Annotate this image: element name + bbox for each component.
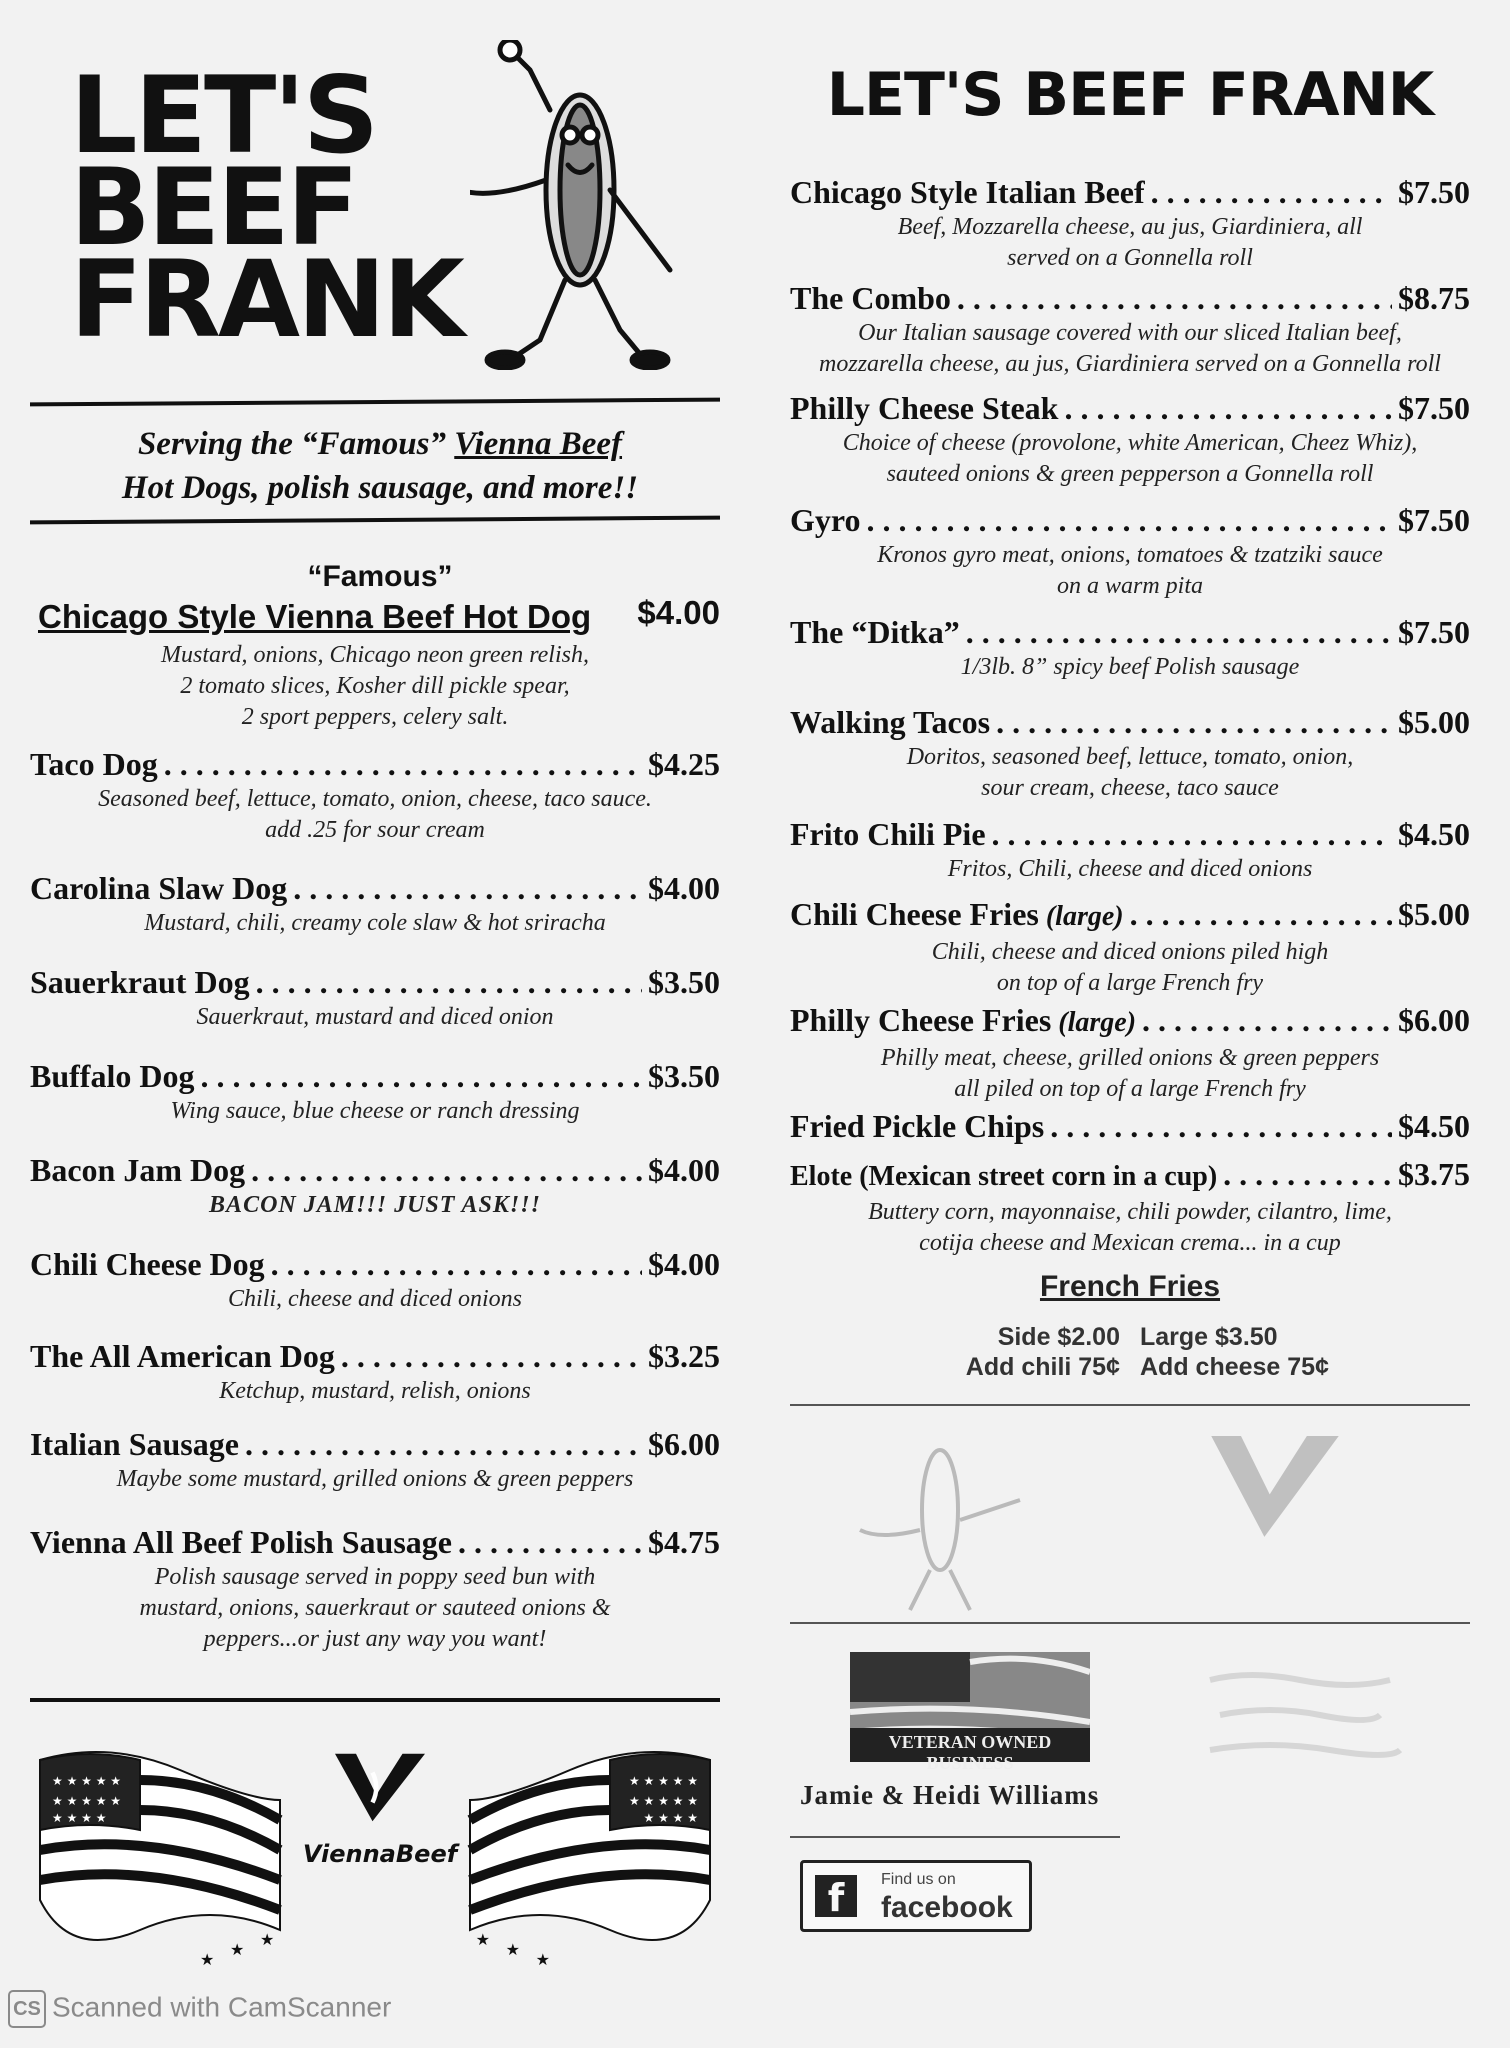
right-title: LET'S BEEF FRANK: [826, 60, 1434, 130]
item-description: BACON JAM!!! JUST ASK!!!: [209, 1192, 541, 1218]
item-name: Philly Cheese Steak: [790, 390, 1059, 426]
item-name: Walking Tacos: [790, 704, 991, 740]
fries-add-cheese: Add cheese 75¢: [1140, 1353, 1329, 1381]
svg-text:★ ★ ★ ★ ★: ★ ★ ★ ★ ★: [52, 1794, 122, 1808]
leader-dots: [200, 1056, 642, 1096]
leader-dots: [867, 500, 1392, 540]
item-name: Buffalo Dog: [30, 1058, 195, 1094]
svg-text:★ ★ ★ ★ ★: ★ ★ ★ ★ ★: [628, 1794, 698, 1808]
menu-item: [30, 962, 720, 1033]
menu-item: [30, 1056, 720, 1127]
tagline-brand: Vienna Beef: [454, 426, 623, 462]
faded-mascot-icon: [850, 1420, 1050, 1620]
item-price: $6.00: [1398, 1002, 1470, 1038]
fries-add-chili: Add chili 75¢: [965, 1353, 1120, 1381]
leader-dots: [271, 1244, 642, 1284]
vienna-beef-logo: [300, 1740, 460, 1880]
camscanner-text: Scanned with CamScanner: [52, 1991, 392, 2023]
item-size: (large): [1038, 901, 1124, 932]
item-name: The Combo: [790, 280, 951, 316]
leader-dots: [1064, 388, 1392, 428]
divider: [790, 1836, 1120, 1838]
leader-dots: [458, 1522, 642, 1562]
item-description: 2 sport peppers, celery salt.: [241, 704, 509, 730]
svg-text:★: ★: [475, 1930, 490, 1949]
item-description: Mustard, chili, creamy cole slaw & hot sriracha: [144, 910, 606, 936]
item-description: all piled on top of a large French fry: [954, 1076, 1306, 1102]
item-name: Frito Chili Pie: [790, 816, 986, 852]
menu-item: [30, 1150, 720, 1221]
item-description: Our Italian sausage covered with our sliced Italian beef,: [858, 320, 1402, 346]
logo-line: FRANK: [70, 238, 462, 361]
item-name: Chicago Style Italian Beef: [790, 174, 1145, 210]
item-description: Beef, Mozzarella cheese, au jus, Giardiniera, all: [897, 214, 1363, 240]
svg-text:★ ★ ★ ★: ★ ★ ★ ★: [52, 1811, 107, 1825]
item-description: cotija cheese and Mexican crema... in a cup: [919, 1230, 1341, 1256]
svg-text:★ ★ ★ ★ ★: ★ ★ ★ ★ ★: [628, 1774, 698, 1788]
item-name: The All American Dog: [30, 1338, 335, 1374]
item-description: Chili, cheese and diced onions piled high: [931, 939, 1329, 965]
facebook-find-text: Find us on: [881, 1871, 956, 1888]
faded-stamp-text: [1190, 1660, 1410, 1770]
item-description: add .25 for sour cream: [265, 817, 485, 843]
leader-dots: [1130, 894, 1392, 934]
item-name: Gyro: [790, 502, 861, 538]
menu-item: [30, 1522, 720, 1655]
item-price: $4.50: [1398, 1108, 1470, 1144]
item-description: Polish sausage served in poppy seed bun with: [154, 1564, 596, 1590]
hotdog-mascot-icon: [470, 40, 690, 370]
item-description: 1/3lb. 8” spicy beef Polish sausage: [960, 654, 1300, 680]
item-description: Mustard, onions, Chicago neon green relish,: [161, 642, 589, 668]
item-price: $7.50: [1398, 390, 1470, 426]
american-flag-icon: [460, 1740, 720, 1970]
item-description: Philly meat, cheese, grilled onions & green peppers: [880, 1045, 1380, 1071]
item-price: $5.00: [1398, 704, 1470, 740]
owners-name: Jamie & Heidi Williams: [800, 1780, 1100, 1810]
menu-item: [790, 278, 1470, 380]
menu-item: [790, 612, 1470, 683]
item-price: $3.75: [1398, 1156, 1470, 1192]
menu-item: [790, 500, 1470, 602]
divider: [790, 1404, 1470, 1406]
tagline-text: Serving the “Famous”: [137, 426, 455, 462]
item-price: $4.00: [648, 1152, 720, 1188]
vienna-beef-text: ViennaBeef: [302, 1840, 458, 1868]
svg-text:★: ★: [200, 1950, 215, 1969]
item-name: Carolina Slaw Dog: [30, 870, 288, 906]
item-description: on a warm pita: [1056, 573, 1203, 599]
facebook-brand-text: facebook: [881, 1891, 1013, 1924]
item-description: mustard, onions, sauerkraut or sauteed onions &: [139, 1595, 611, 1621]
leader-dots: [1223, 1154, 1392, 1194]
menu-item: [30, 1424, 720, 1495]
item-name: The “Ditka”: [790, 614, 960, 650]
faded-stamp-icon: [1190, 1660, 1410, 1770]
facebook-link[interactable]: [800, 1860, 1032, 1932]
item-price: $4.00: [648, 870, 720, 906]
menu-item: [790, 172, 1470, 274]
menu-item: [30, 868, 720, 939]
item-description: Wing sauce, blue cheese or ranch dressing: [170, 1098, 580, 1124]
leader-dots: [341, 1336, 642, 1376]
item-description: Sauerkraut, mustard and diced onion: [196, 1004, 554, 1030]
item-name: Chili Cheese Fries: [790, 896, 1039, 932]
logo-line: BEEF: [70, 146, 357, 269]
item-size: (large): [1051, 1007, 1137, 1038]
leader-dots: [245, 1424, 642, 1464]
item-description: peppers...or just any way you want!: [203, 1626, 547, 1652]
leader-dots: [996, 702, 1392, 742]
item-description: Seasoned beef, lettuce, tomato, onion, cheese, taco sauce.: [98, 786, 652, 812]
svg-text:★ ★ ★ ★: ★ ★ ★ ★: [643, 1811, 698, 1825]
faded-vienna-v-icon: [1190, 1430, 1360, 1580]
item-name: Elote (Mexican street corn in a cup): [790, 1161, 1218, 1192]
item-description: Maybe some mustard, grilled onions & green peppers: [116, 1466, 634, 1492]
divider: [30, 1698, 720, 1702]
item-name: Fried Pickle Chips: [790, 1108, 1045, 1144]
item-name: Vienna All Beef Polish Sausage: [30, 1524, 452, 1560]
fries-left: [920, 1322, 1120, 1382]
featured-item-name: Chicago Style Vienna Beef Hot Dog: [38, 598, 592, 635]
divider: [30, 516, 720, 525]
facebook-icon: f: [815, 1875, 857, 1917]
item-name: Bacon Jam Dog: [30, 1152, 246, 1188]
item-price: $7.50: [1398, 174, 1470, 210]
leader-dots: [164, 744, 642, 784]
item-price: $4.25: [648, 746, 720, 782]
divider: [30, 398, 720, 407]
item-description: sauteed onions & green pepperson a Gonnella roll: [886, 461, 1374, 487]
item-name: Sauerkraut Dog: [30, 964, 250, 1000]
featured-item-description: [30, 640, 720, 733]
item-description: Kronos gyro meat, onions, tomatoes & tzatziki sauce: [877, 542, 1383, 568]
item-price: $4.75: [648, 1524, 720, 1560]
item-price: $7.50: [1398, 614, 1470, 650]
menu-item: [30, 1336, 720, 1407]
item-description: 2 tomato slices, Kosher dill pickle spear,: [180, 673, 570, 699]
fries-right: [1140, 1322, 1360, 1382]
tagline-text: Hot Dogs, polish sausage, and more!!: [121, 470, 639, 506]
fries-side-price: Side $2.00: [997, 1323, 1120, 1351]
french-fries-title: French Fries: [1039, 1270, 1221, 1303]
item-name: Philly Cheese Fries: [790, 1002, 1052, 1038]
menu-item: [790, 814, 1470, 885]
item-price: $8.75: [1398, 280, 1470, 316]
item-description: Choice of cheese (provolone, white American, Cheez Whiz),: [842, 430, 1418, 456]
veteran-owned-badge: [850, 1642, 1090, 1773]
vienna-v-icon: [320, 1740, 440, 1835]
item-name: Italian Sausage: [30, 1426, 239, 1462]
item-description: mozzarella cheese, au jus, Giardiniera served on a Gonnella roll: [819, 351, 1441, 377]
item-name: Taco Dog: [30, 746, 158, 782]
tagline: [30, 422, 730, 510]
leader-dots: [293, 868, 642, 908]
leader-dots: [1142, 1000, 1392, 1040]
leader-dots: [1050, 1106, 1392, 1146]
svg-text:★: ★: [535, 1950, 550, 1969]
leader-dots: [256, 962, 642, 1002]
menu-item: [790, 894, 1470, 999]
leader-dots: [957, 278, 1392, 318]
famous-label: “Famous”: [307, 560, 453, 593]
item-price: $6.00: [648, 1426, 720, 1462]
item-name: Chili Cheese Dog: [30, 1246, 265, 1282]
item-description: Buttery corn, mayonnaise, chili powder, cilantro, lime,: [868, 1199, 1392, 1225]
item-description: served on a Gonnella roll: [1007, 245, 1253, 271]
menu-item: [790, 1000, 1470, 1105]
leader-dots: [992, 814, 1392, 854]
item-price: $4.50: [1398, 816, 1470, 852]
item-price: $7.50: [1398, 502, 1470, 538]
logo-title: [70, 54, 462, 361]
menu-item: [790, 1106, 1470, 1146]
menu-item: [790, 702, 1470, 804]
logo-line: LET'S: [70, 54, 377, 177]
item-description: sour cream, cheese, taco sauce: [981, 775, 1279, 801]
item-price: $4.00: [648, 1246, 720, 1282]
item-price: $3.25: [648, 1338, 720, 1374]
menu-item: [30, 1244, 720, 1315]
camscanner-icon: CS: [8, 1990, 46, 2028]
item-price: $3.50: [648, 1058, 720, 1094]
camscanner-watermark: [8, 1990, 391, 2028]
svg-text:★: ★: [260, 1930, 275, 1949]
leader-dots: [1151, 172, 1392, 212]
american-flag-icon: [30, 1740, 290, 1970]
featured-item-price: $4.00: [637, 594, 720, 631]
svg-text:★: ★: [505, 1940, 520, 1959]
item-price: $3.50: [648, 964, 720, 1000]
fries-large-price: Large $3.50: [1140, 1323, 1278, 1351]
menu-item: [790, 1154, 1470, 1259]
menu-item: [30, 744, 720, 846]
item-description: Doritos, seasoned beef, lettuce, tomato, onion,: [906, 744, 1354, 770]
item-description: Ketchup, mustard, relish, onions: [219, 1378, 531, 1404]
item-price: $5.00: [1398, 896, 1470, 932]
item-description: Fritos, Chili, cheese and diced onions: [947, 856, 1313, 882]
divider: [790, 1622, 1470, 1624]
veteran-badge-text: VETERAN OWNED BUSINESS: [888, 1732, 1052, 1773]
leader-dots: [966, 612, 1392, 652]
leader-dots: [251, 1150, 642, 1190]
svg-text:★ ★ ★ ★ ★: ★ ★ ★ ★ ★: [52, 1774, 122, 1788]
item-description: on top of a large French fry: [996, 970, 1264, 996]
svg-text:★: ★: [230, 1940, 245, 1959]
item-description: Chili, cheese and diced onions: [228, 1286, 522, 1312]
menu-item: [790, 388, 1470, 490]
